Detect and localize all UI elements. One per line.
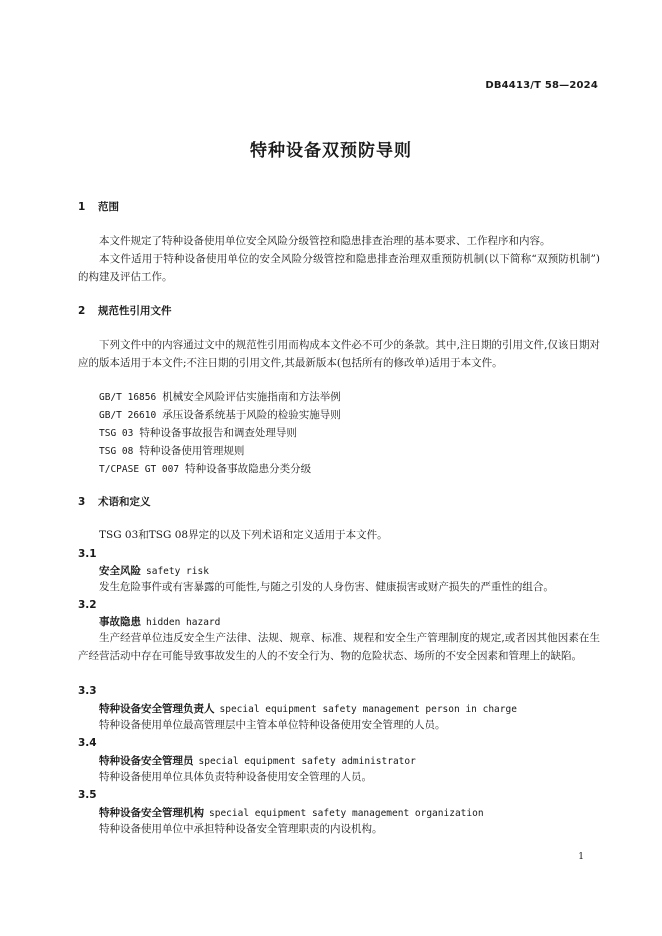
- section-number: 3: [78, 496, 86, 508]
- term-chinese: 事故隐患: [99, 616, 141, 628]
- section-number: 1: [78, 201, 86, 213]
- term-heading: [99, 563, 209, 578]
- term-chinese: 安全风险: [99, 565, 141, 577]
- term-english: special equipment safety management organization: [209, 808, 484, 819]
- section-3-heading: [78, 494, 151, 509]
- term-definition: 特种设备使用单位中承担特种设备安全管理职责的内设机构。: [99, 823, 383, 835]
- reference-name: 机械安全风险评估实施指南和方法举例: [162, 391, 341, 403]
- term-definition: 特种设备使用单位具体负责特种设备使用安全管理的人员。: [99, 771, 372, 783]
- term-chinese: 特种设备安全管理负责人: [99, 703, 215, 715]
- section-2-heading: [78, 303, 172, 318]
- reference-name: 特种设备事故隐患分类分级: [185, 463, 312, 475]
- term-definition: 发生危险事件或有害暴露的可能性,与随之引发的人身伤害、健康损害或财产损失的严重性的组合。: [99, 581, 554, 593]
- term-chinese: 特种设备安全管理机构: [99, 807, 204, 819]
- reference-code: T/CPASE GT 007: [99, 464, 180, 475]
- reference-item: [99, 388, 341, 407]
- section-1-para-2: 本文件适用于特种设备使用单位的安全风险分级管控和隐患排查治理双重预防机制(以下简称“双预防机制”)的构建及评估工作。: [78, 253, 600, 283]
- section-2-intro: 下列文件中的内容通过文中的规范性引用而构成本文件必不可少的条款。其中,注日期的引用文件,仅该日期对应的版本适用于本文件;不注日期的引用文件,其最新版本(包括所有的修改单)适用于本文件。: [78, 339, 600, 369]
- term-english: safety risk: [146, 566, 209, 577]
- term-heading: [99, 701, 517, 716]
- term-english: hidden hazard: [146, 617, 221, 628]
- reference-code: GB/T 26610: [99, 410, 157, 421]
- section-title: 规范性引用文件: [98, 305, 172, 317]
- reference-code: GB/T 16856: [99, 392, 157, 403]
- section-3-intro: TSG 03和TSG 08界定的以及下列术语和定义适用于本文件。: [99, 529, 388, 541]
- reference-name: 承压设备系统基于风险的检验实施导则: [162, 409, 341, 421]
- term-number: 3.1: [78, 548, 97, 560]
- section-title: 术语和定义: [98, 496, 151, 508]
- reference-item: [99, 442, 244, 461]
- term-heading: [99, 614, 220, 629]
- reference-name: 特种设备使用管理规则: [139, 445, 245, 457]
- page-number: 1: [578, 852, 584, 862]
- reference-item: [99, 406, 341, 425]
- term-chinese: 特种设备安全管理员: [99, 755, 194, 767]
- term-number: 3.5: [78, 789, 97, 801]
- document-title: 特种设备双预防导则: [250, 141, 412, 161]
- term-number: 3.2: [78, 599, 97, 611]
- term-definition: 生产经营单位违反安全生产法律、法规、规章、标准、规程和安全生产管理制度的规定,或者因其他因素在生产经营活动中存在可能导致事故发生的人的不安全行为、物的危险状态、场所的不安全因素和管理上的缺陷。: [78, 632, 600, 662]
- section-1-heading: [78, 199, 119, 214]
- reference-code: TSG 08: [99, 446, 134, 457]
- section-title: 范围: [98, 201, 119, 213]
- term-heading: [99, 753, 416, 768]
- reference-name: 特种设备事故报告和调查处理导则: [139, 427, 297, 439]
- section-number: 2: [78, 305, 86, 317]
- reference-item: [99, 424, 297, 443]
- section-1-para-1: 本文件规定了特种设备使用单位安全风险分级管控和隐患排查治理的基本要求、工作程序和内容。: [99, 235, 551, 247]
- document-code: DB4413/T 58—2024: [485, 80, 598, 91]
- term-number: 3.3: [78, 685, 97, 697]
- term-definition: 特种设备使用单位最高管理层中主管本单位特种设备使用安全管理的人员。: [99, 719, 446, 731]
- term-number: 3.4: [78, 737, 97, 749]
- term-heading: [99, 805, 484, 820]
- reference-item: [99, 460, 311, 479]
- reference-code: TSG 03: [99, 428, 134, 439]
- term-english: special equipment safety management person in charge: [219, 704, 517, 715]
- term-english: special equipment safety administrator: [198, 756, 416, 767]
